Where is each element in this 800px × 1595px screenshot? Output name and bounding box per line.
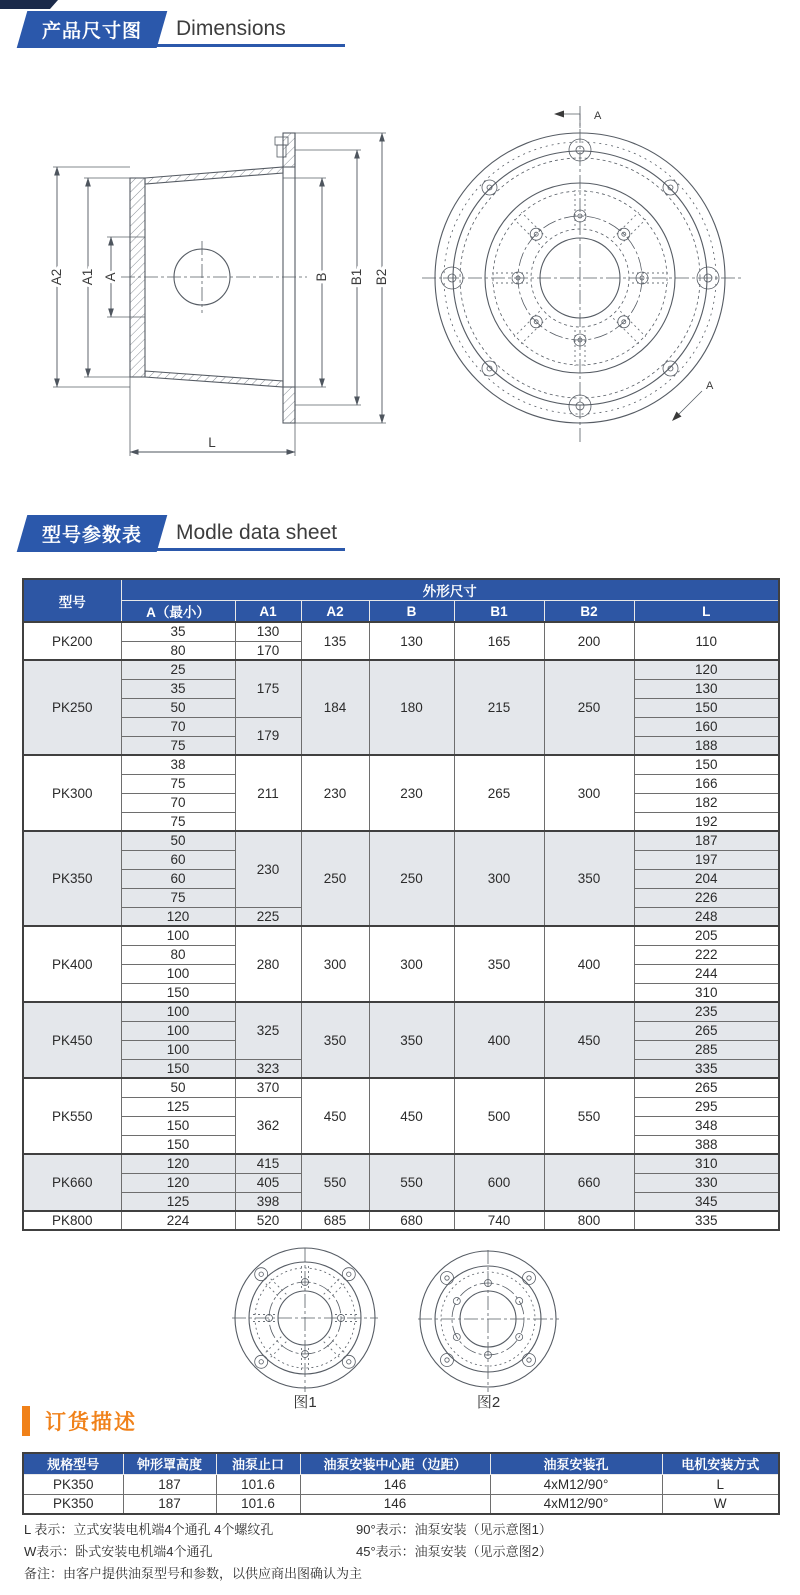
dim-label-a2: A2	[49, 268, 64, 286]
table-row	[23, 1154, 779, 1173]
table-row	[23, 755, 779, 774]
dim-a1-value: 325	[235, 1002, 301, 1059]
dim-label-b1: B1	[349, 268, 364, 286]
dim-l-value: 330	[634, 1173, 779, 1192]
model-name: PK250	[23, 660, 121, 755]
dim-a-value: 150	[121, 983, 235, 1002]
dimensions-title-en: Dimensions	[176, 17, 286, 40]
dim-b1-value: 165	[454, 622, 544, 660]
front-view-drawing	[410, 88, 790, 448]
dim-b1-value: 215	[454, 660, 544, 755]
order-section-title: 订货描述	[45, 1411, 137, 1434]
dim-a2-value: 135	[301, 622, 369, 660]
dim-l-value: 166	[634, 774, 779, 793]
note-row	[24, 1519, 769, 1541]
dim-l-value: 130	[634, 679, 779, 698]
dim-a1-value: 323	[235, 1059, 301, 1078]
dim-l-value: 265	[634, 1078, 779, 1097]
dim-a-value: 60	[121, 869, 235, 888]
order-section-header	[22, 1406, 137, 1436]
dim-l-value: 345	[634, 1192, 779, 1211]
col-header-a2: A2	[301, 601, 369, 623]
dim-a-value: 120	[121, 1173, 235, 1192]
dim-b-value: 130	[369, 622, 454, 660]
dim-b1-value: 740	[454, 1211, 544, 1230]
dim-b1-value: 300	[454, 831, 544, 926]
dim-b-value: 230	[369, 755, 454, 831]
datasheet-underline	[152, 548, 345, 551]
dim-l-value: 244	[634, 964, 779, 983]
dim-a1-value: 175	[235, 660, 301, 717]
order-cell: PK350	[23, 1474, 123, 1494]
datasheet-title-en: Modle data sheet	[176, 521, 338, 544]
figure1-label: 图1	[293, 1394, 317, 1411]
dim-a1-value: 370	[235, 1078, 301, 1097]
dim-b2-value: 400	[544, 926, 634, 1002]
dim-a-value: 224	[121, 1211, 235, 1230]
dim-a-value: 120	[121, 1154, 235, 1173]
dim-b2-value: 550	[544, 1078, 634, 1154]
dim-a1-value: 280	[235, 926, 301, 1002]
dim-a2-value: 230	[301, 755, 369, 831]
dim-a1-value: 179	[235, 717, 301, 755]
dim-b1-value: 500	[454, 1078, 544, 1154]
table-row	[23, 1211, 779, 1230]
order-table-body	[23, 1474, 779, 1514]
dim-b2-value: 800	[544, 1211, 634, 1230]
dim-label-l: L	[208, 435, 216, 450]
order-cell: 4xM12/90°	[490, 1474, 662, 1494]
dim-b2-value: 300	[544, 755, 634, 831]
order-cell: 146	[300, 1474, 490, 1494]
dim-label-a1: A1	[80, 268, 95, 286]
dimensions-title-cn: 产品尺寸图	[41, 21, 142, 42]
col-header-l: L	[634, 601, 779, 623]
order-cell: 101.6	[216, 1474, 300, 1494]
dim-a-value: 70	[121, 717, 235, 736]
col-header-b: B	[369, 601, 454, 623]
dim-a-value: 75	[121, 774, 235, 793]
dim-a-value: 80	[121, 945, 235, 964]
note-remark: 备注：由客户提供油泵型号和参数，以供应商出图确认为主	[24, 1566, 363, 1581]
dim-l-value: 150	[634, 698, 779, 717]
section-marker-bottom: A	[706, 380, 714, 392]
model-name: PK300	[23, 755, 121, 831]
dim-l-value: 205	[634, 926, 779, 945]
table-row	[23, 1078, 779, 1097]
dim-a-value: 75	[121, 736, 235, 755]
dim-a-value: 60	[121, 850, 235, 869]
dim-b-value: 350	[369, 1002, 454, 1078]
dim-l-value: 192	[634, 812, 779, 831]
dim-b-value: 180	[369, 660, 454, 755]
col-header-a1: A1	[235, 601, 301, 623]
dim-b1-value: 600	[454, 1154, 544, 1211]
dim-l-value: 110	[634, 622, 779, 660]
figure1-drawing	[230, 1246, 380, 1394]
dim-a1-value: 211	[235, 755, 301, 831]
dim-a-value: 150	[121, 1135, 235, 1154]
dim-l-value: 204	[634, 869, 779, 888]
dimensions-underline	[152, 44, 345, 47]
note-45deg-meaning: 45°表示：油泵安装（见示意图2）	[356, 1544, 552, 1559]
dim-a2-value: 250	[301, 831, 369, 926]
dim-a1-value: 405	[235, 1173, 301, 1192]
dim-b2-value: 350	[544, 831, 634, 926]
dim-a-value: 150	[121, 1116, 235, 1135]
dim-l-value: 295	[634, 1097, 779, 1116]
note-row	[24, 1563, 769, 1585]
order-col-center-distance: 油泵安装中心距（边距）	[300, 1453, 490, 1474]
order-cell: 187	[123, 1474, 216, 1494]
datasheet-title-cn: 型号参数表	[41, 525, 142, 546]
dim-a2-value: 300	[301, 926, 369, 1002]
dim-a-value: 38	[121, 755, 235, 774]
col-header-dimensions-group: 外形尺寸	[121, 579, 779, 601]
dim-a2-value: 184	[301, 660, 369, 755]
order-cell: PK350	[23, 1494, 123, 1514]
dim-a1-value: 230	[235, 831, 301, 907]
dim-b-value: 300	[369, 926, 454, 1002]
table-row	[23, 660, 779, 679]
dim-a2-value: 450	[301, 1078, 369, 1154]
header-row-columns	[23, 601, 779, 623]
orange-bar-accent	[22, 1406, 30, 1436]
table-row	[23, 1002, 779, 1021]
order-cell: 4xM12/90°	[490, 1494, 662, 1514]
dim-l-value: 187	[634, 831, 779, 850]
side-view-drawing	[25, 85, 405, 485]
dim-a2-value: 350	[301, 1002, 369, 1078]
dim-l-value: 120	[634, 660, 779, 679]
datasheet-title-badge	[17, 515, 168, 552]
dim-a-value: 120	[121, 907, 235, 926]
note-l-meaning: L 表示：立式安装电机端4个通孔 4个螺纹孔	[24, 1522, 274, 1537]
model-group-pk400	[23, 926, 779, 1002]
model-name: PK800	[23, 1211, 121, 1230]
order-cell: 101.6	[216, 1494, 300, 1514]
dim-a-value: 150	[121, 1059, 235, 1078]
dim-label-a: A	[103, 272, 118, 282]
model-group-pk300	[23, 755, 779, 831]
model-name: PK660	[23, 1154, 121, 1211]
dim-a1-value: 520	[235, 1211, 301, 1230]
dim-a-value: 70	[121, 793, 235, 812]
model-group-pk660	[23, 1154, 779, 1211]
model-group-pk800	[23, 1211, 779, 1230]
dim-l-value: 235	[634, 1002, 779, 1021]
dim-l-value: 188	[634, 736, 779, 755]
col-header-a: A（最小）	[121, 601, 235, 623]
dim-a-value: 35	[121, 622, 235, 641]
order-col-pump-spigot: 油泵止口	[216, 1453, 300, 1474]
dim-l-value: 265	[634, 1021, 779, 1040]
order-col-model: 规格型号	[23, 1453, 123, 1474]
table-row	[23, 831, 779, 850]
dim-a1-value: 225	[235, 907, 301, 926]
model-data-table	[22, 578, 780, 1231]
dim-a-value: 50	[121, 698, 235, 717]
dim-b-value: 680	[369, 1211, 454, 1230]
model-name: PK350	[23, 831, 121, 926]
dim-a-value: 100	[121, 964, 235, 983]
footnotes	[24, 1519, 769, 1585]
dim-a-value: 100	[121, 1021, 235, 1040]
dim-l-value: 310	[634, 1154, 779, 1173]
model-name: PK550	[23, 1078, 121, 1154]
dim-a-value: 125	[121, 1097, 235, 1116]
dim-a-value: 75	[121, 888, 235, 907]
section-marker-top: A	[594, 110, 602, 122]
figure2-label: 图2	[476, 1394, 501, 1411]
dim-l-value: 150	[634, 755, 779, 774]
dim-l-value: 388	[634, 1135, 779, 1154]
dim-a1-value: 130	[235, 622, 301, 641]
order-col-motor-mounting: 电机安装方式	[662, 1453, 779, 1474]
table-row	[23, 622, 779, 641]
dim-a1-value: 398	[235, 1192, 301, 1211]
dim-b1-value: 265	[454, 755, 544, 831]
model-name: PK450	[23, 1002, 121, 1078]
note-row	[24, 1541, 769, 1563]
dim-l-value: 285	[634, 1040, 779, 1059]
dim-a-value: 80	[121, 641, 235, 660]
order-table-row	[23, 1494, 779, 1514]
dim-b1-value: 400	[454, 1002, 544, 1078]
model-group-pk450	[23, 1002, 779, 1078]
dim-a1-value: 362	[235, 1097, 301, 1154]
figure2-drawing	[416, 1248, 561, 1394]
dim-b2-value: 450	[544, 1002, 634, 1078]
dim-a-value: 125	[121, 1192, 235, 1211]
dim-b2-value: 660	[544, 1154, 634, 1211]
order-table-head	[23, 1453, 779, 1474]
note-90deg-meaning: 90°表示：油泵安装（见示意图1）	[356, 1522, 552, 1537]
dim-a-value: 100	[121, 1002, 235, 1021]
order-cell: 146	[300, 1494, 490, 1514]
table-row	[23, 926, 779, 945]
navy-accent-shape	[0, 0, 58, 9]
dimensions-title-badge	[17, 11, 168, 48]
dim-a-value: 25	[121, 660, 235, 679]
order-header-row	[23, 1453, 779, 1474]
dim-a-value: 100	[121, 1040, 235, 1059]
dim-a1-value: 170	[235, 641, 301, 660]
model-group-pk550	[23, 1078, 779, 1154]
model-group-pk350	[23, 831, 779, 926]
order-cell: L	[662, 1474, 779, 1494]
dim-l-value: 222	[634, 945, 779, 964]
dim-b-value: 550	[369, 1154, 454, 1211]
dim-l-value: 197	[634, 850, 779, 869]
dim-label-b: B	[314, 272, 329, 282]
col-header-b2: B2	[544, 601, 634, 623]
model-name: PK400	[23, 926, 121, 1002]
col-header-b1: B1	[454, 601, 544, 623]
dim-a-value: 50	[121, 1078, 235, 1097]
dim-label-b2: B2	[374, 268, 389, 286]
dim-l-value: 335	[634, 1059, 779, 1078]
dim-l-value: 226	[634, 888, 779, 907]
model-group-pk250	[23, 660, 779, 755]
dim-b-value: 450	[369, 1078, 454, 1154]
dim-b1-value: 350	[454, 926, 544, 1002]
dim-l-value: 182	[634, 793, 779, 812]
dim-a1-value: 415	[235, 1154, 301, 1173]
dim-b2-value: 250	[544, 660, 634, 755]
dim-l-value: 160	[634, 717, 779, 736]
model-group-pk200	[23, 622, 779, 660]
order-table-row	[23, 1474, 779, 1494]
dim-a2-value: 685	[301, 1211, 369, 1230]
dim-l-value: 335	[634, 1211, 779, 1230]
dim-a-value: 75	[121, 812, 235, 831]
col-header-model: 型号	[23, 579, 121, 622]
dim-l-value: 348	[634, 1116, 779, 1135]
section-arrow-top	[554, 111, 564, 118]
dim-l-value: 248	[634, 907, 779, 926]
dim-a-value: 100	[121, 926, 235, 945]
dim-a2-value: 550	[301, 1154, 369, 1211]
model-name: PK200	[23, 622, 121, 660]
dim-l-value: 310	[634, 983, 779, 1002]
dim-a-value: 50	[121, 831, 235, 850]
order-col-bell-height: 钟形罩高度	[123, 1453, 216, 1474]
dim-a-value: 35	[121, 679, 235, 698]
model-table-head	[23, 579, 779, 622]
header-row-group	[23, 579, 779, 601]
order-col-mount-holes: 油泵安装孔	[490, 1453, 662, 1474]
note-w-meaning: W表示：卧式安装电机端4个通孔	[24, 1544, 213, 1559]
order-description-table	[22, 1452, 780, 1515]
dim-b2-value: 200	[544, 622, 634, 660]
dim-b-value: 250	[369, 831, 454, 926]
order-cell: 187	[123, 1494, 216, 1514]
order-cell: W	[662, 1494, 779, 1514]
